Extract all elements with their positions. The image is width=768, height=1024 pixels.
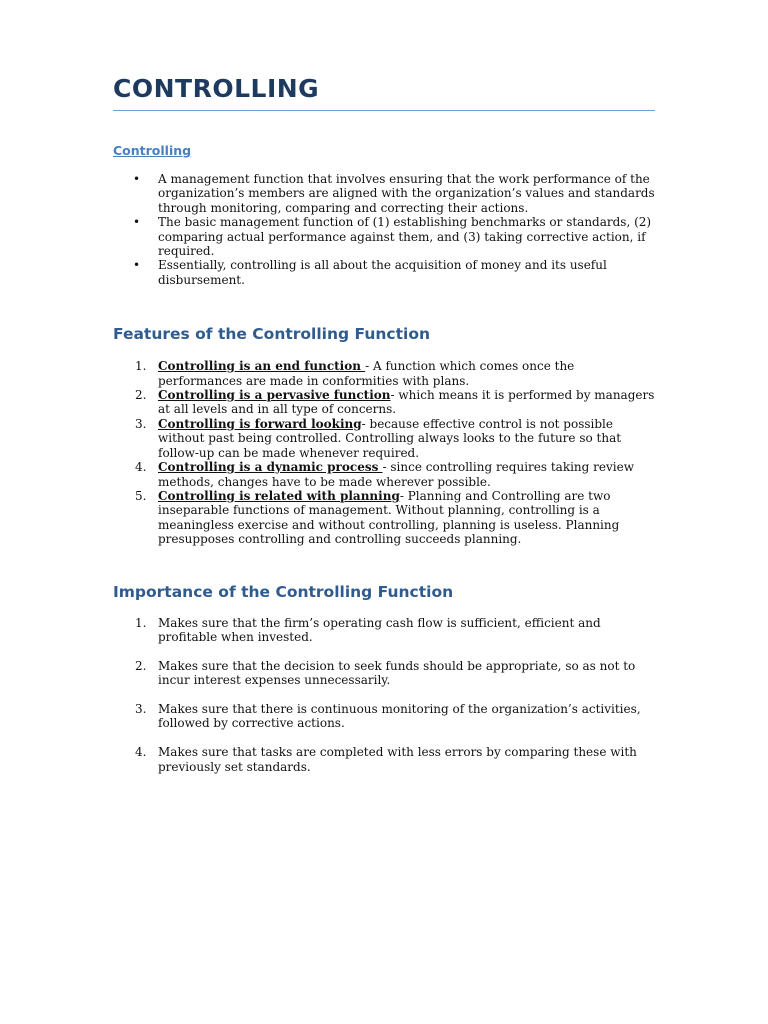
list-number: 2. [135, 658, 147, 673]
feature-description: - because effective control is not possible without past being controlled. Controlling always looks to the future so that follow-up can be made whenever required. [158, 416, 622, 460]
list-number: 4. [135, 460, 147, 475]
feature-term: Controlling is forward looking [158, 416, 362, 431]
list-number: 1. [135, 359, 147, 374]
feature-description: - Planning and Controlling are two inseparable functions of management. Without planning, controlling is a meaningless exercise and without controlling, planning is useless. Planning presupposes controlling and controlling succeeds planning. [158, 488, 620, 547]
feature-description: - A function which comes once the performances are made in conformities with plans. [158, 359, 575, 388]
importance-item [113, 745, 655, 774]
importance-text: Makes sure that the decision to seek funds should be appropriate, so as not to incur interest expenses unnecessarily. [158, 658, 636, 688]
feature-description: - since controlling requires taking review methods, changes have to be made wherever possible. [158, 460, 634, 489]
definition-bullet-list [113, 172, 655, 287]
section-subheading-controlling: Controlling [113, 143, 192, 158]
importance-text: Makes sure that the firm’s operating cash flow is sufficient, efficient and profitable when invested. [158, 615, 601, 644]
feature-item [113, 388, 655, 417]
list-number: 3. [135, 701, 147, 716]
bullet-item: • The basic management function of (1) establishing benchmarks or standards, (2) comparing actual performance against them, and (3) taking corrective action, if required. [113, 215, 655, 258]
feature-item [113, 359, 655, 388]
feature-term: Controlling is a dynamic process [158, 460, 383, 475]
features-heading: Features of the Controlling Function [113, 325, 431, 344]
list-number: 4. [135, 745, 147, 760]
feature-term: Controlling is related with planning [158, 488, 400, 503]
importance-item [113, 616, 655, 645]
feature-item [113, 489, 655, 547]
list-number: 3. [135, 416, 147, 431]
importance-item [113, 659, 655, 688]
feature-description: - which means it is performed by managers at all levels and in all type of concerns. [158, 388, 655, 417]
feature-term: Controlling is a pervasive function [158, 388, 391, 403]
feature-item [113, 417, 655, 460]
features-list [113, 359, 655, 546]
importance-item [113, 702, 655, 731]
feature-term: Controlling is an end function [158, 359, 366, 374]
importance-text: Makes sure that there is continuous monitoring of the organization’s activities, followed by corrective actions. [158, 701, 641, 731]
bullet-item: • A management function that involves ensuring that the work performance of the organization’s members are aligned with the organization’s values and standards through monitoring, comparing and correcting their actions. [113, 172, 655, 215]
bullet-item: • Essentially, controlling is all about the acquisition of money and its useful disbursement. [113, 258, 655, 287]
list-number: 5. [135, 488, 147, 503]
list-number: 2. [135, 388, 147, 403]
importance-heading: Importance of the Controlling Function [113, 582, 454, 601]
feature-item [113, 460, 655, 489]
importance-text: Makes sure that tasks are completed with less errors by comparing these with previously set standards. [158, 745, 637, 774]
list-number: 1. [135, 615, 147, 630]
importance-list [113, 616, 655, 774]
document-page [113, 72, 655, 788]
document-title: CONTROLLING [113, 72, 655, 111]
